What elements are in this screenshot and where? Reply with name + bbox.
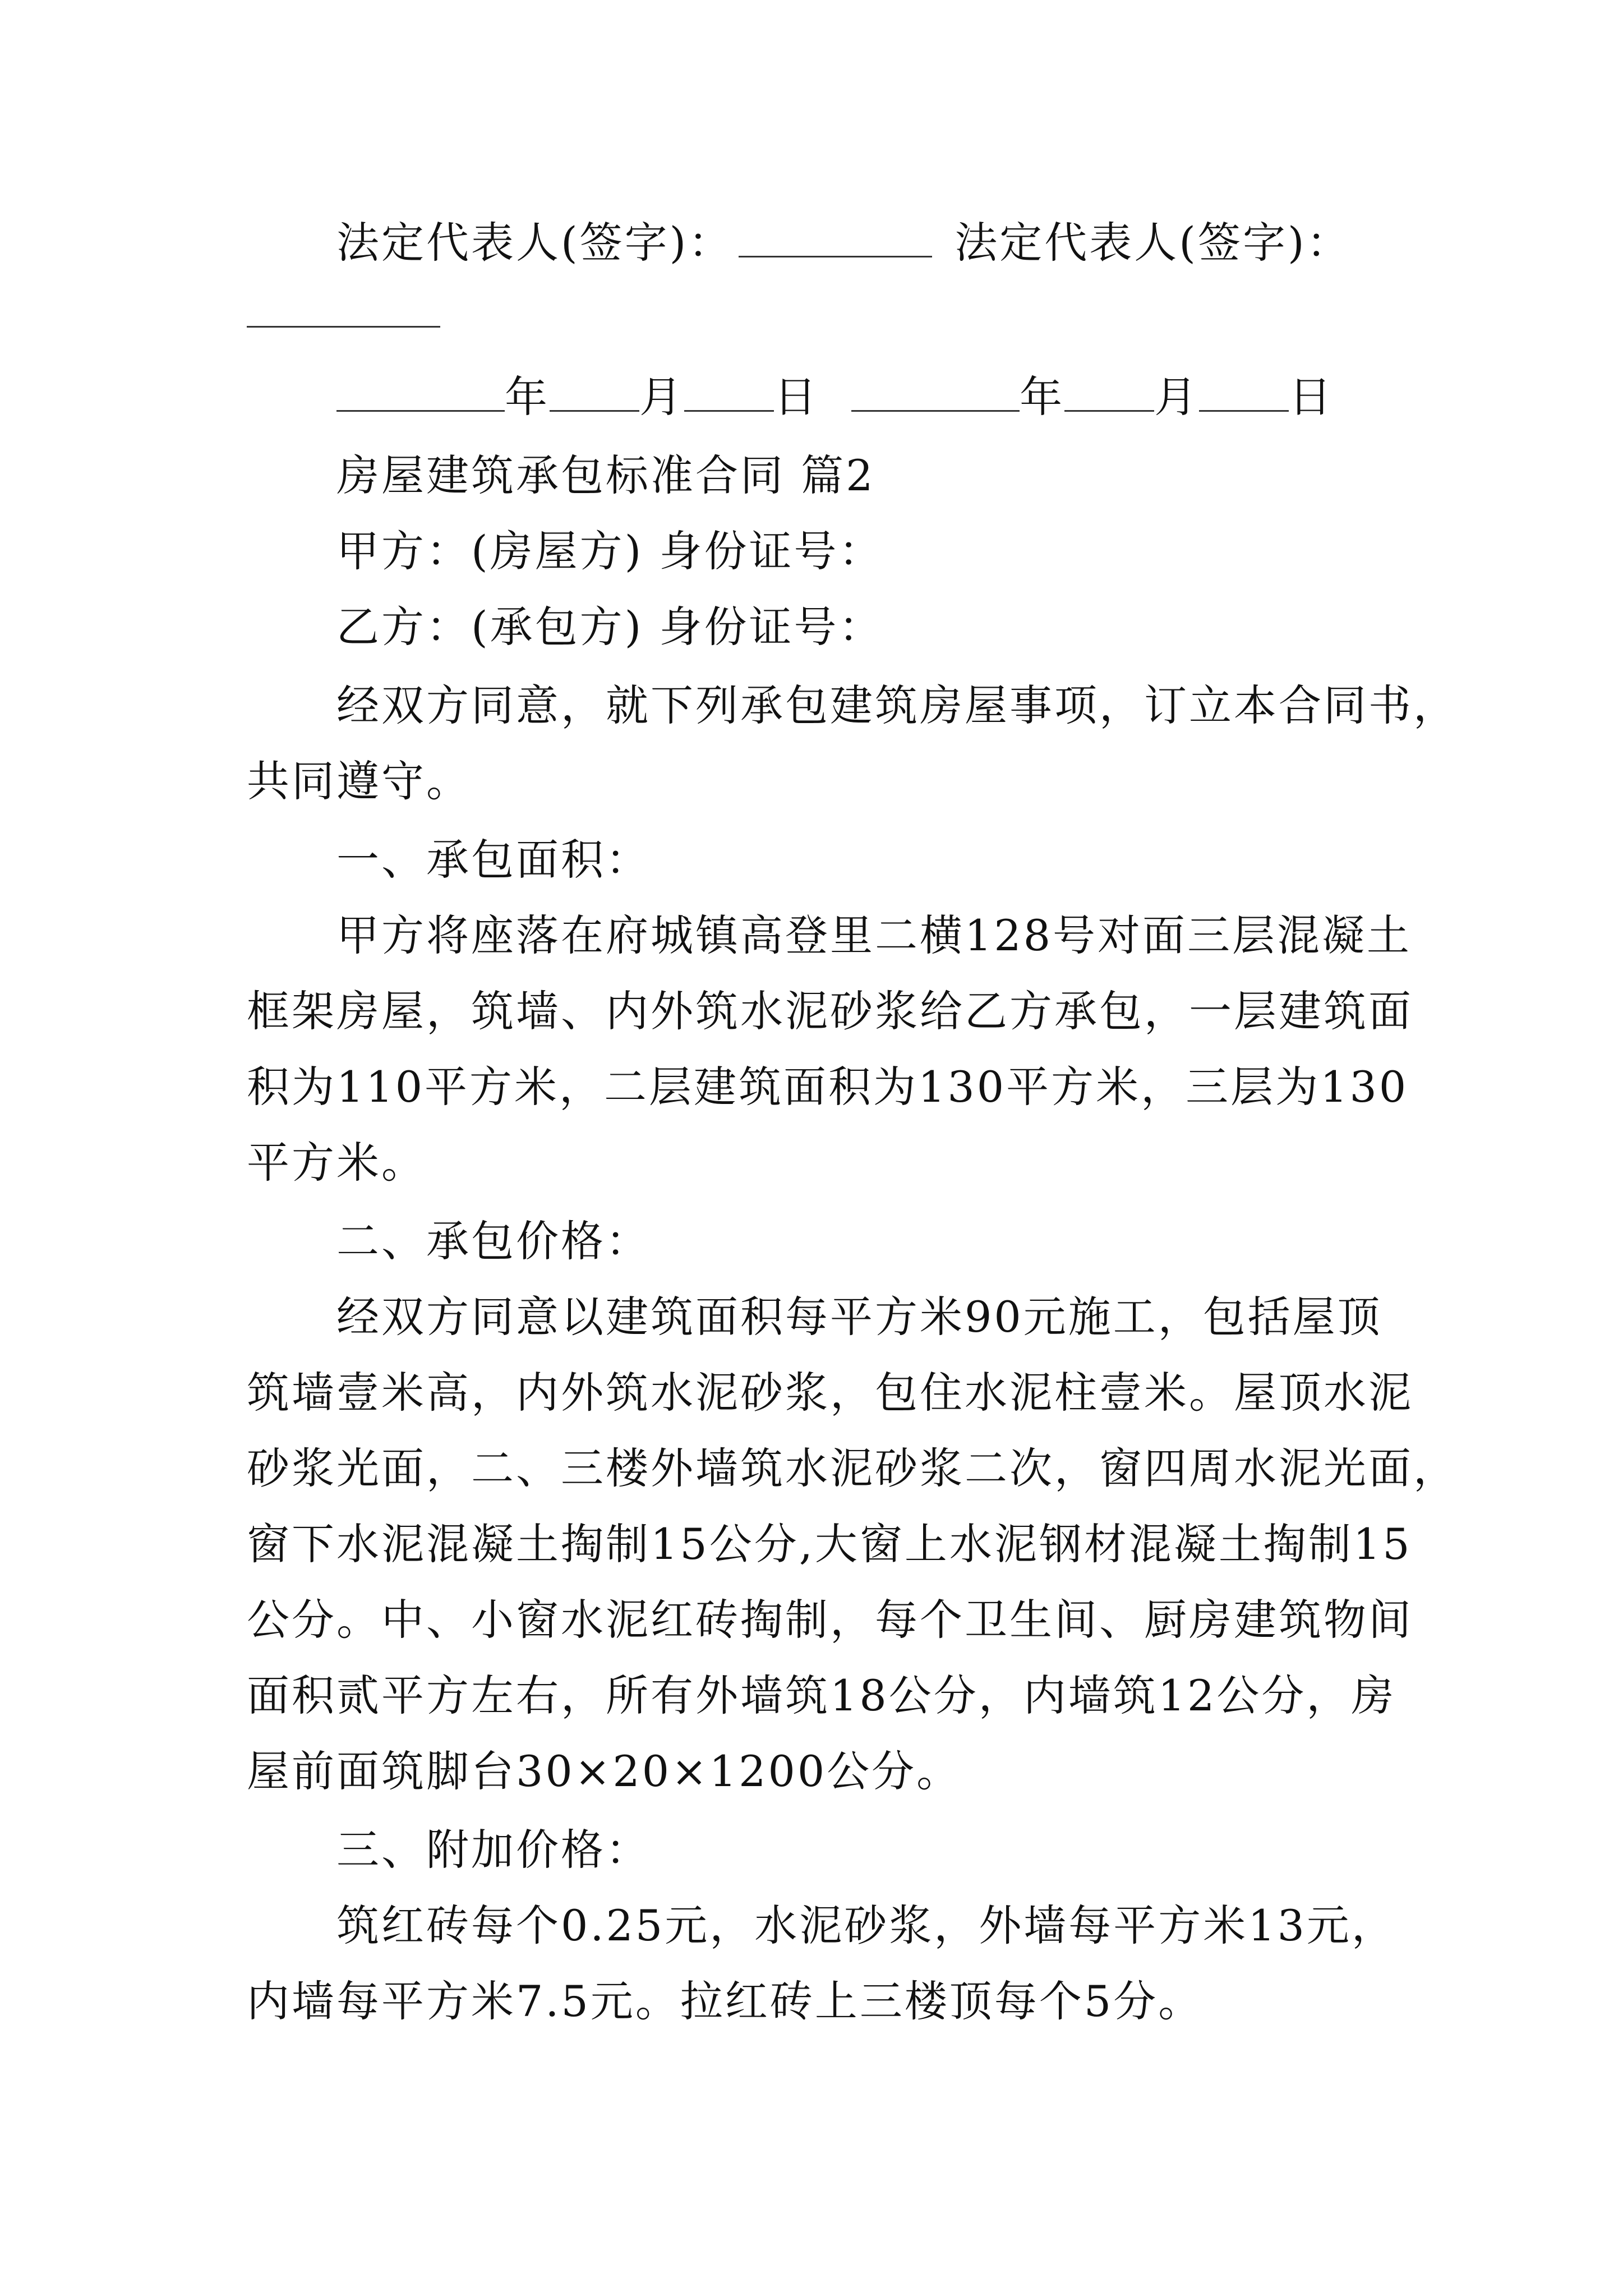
date-a-month-label: 月 [639,372,684,422]
section-title: 房屋建筑承包标准合同 篇2 [336,450,875,500]
signature-label-a: 法定代表人(签字)： [336,218,734,268]
article1-line: 框架房屋，筑墙、内外筑水泥砂浆给乙方承包，一层建筑面 [247,986,1413,1036]
date-b-year-blank [851,371,1020,412]
article3-line: 筑红砖每个0.25元，水泥砂浆，外墙每平方米13元， [336,1901,1396,1950]
date-a-day-label: 日 [774,372,819,422]
signature-continuation [247,286,440,340]
article2-line: 窗下水泥混凝土掏制15公分,大窗上水泥钢材混凝土掏制15 [247,1519,1412,1569]
intro-line-2: 共同遵守。 [247,756,471,806]
article2-line: 公分。中、小窗水泥红砖掏制，每个卫生间、厨房建筑物间 [247,1595,1413,1645]
intro-line-1: 经双方同意，就下列承包建筑房屋事项，订立本合同书， [336,680,1458,730]
article2-line: 砂浆光面，二、三楼外墙筑水泥砂浆二次，窗四周水泥光面， [247,1443,1458,1493]
date-b-year-label: 年 [1020,372,1065,422]
signature-line [336,216,1352,270]
article2-heading: 二、承包价格： [336,1216,651,1266]
article1-line: 积为110平方米，二层建筑面积为130平方米，三层为130 [247,1062,1409,1112]
article2-line: 筑墙壹米高，内外筑水泥砂浆，包住水泥柱壹米。屋顶水泥 [247,1368,1413,1418]
article2-line: 经双方同意以建筑面积每平方米90元施工，包括屋顶 [336,1292,1382,1342]
date-b-day-label: 日 [1289,372,1334,422]
date-a-month-blank [550,371,639,412]
article3-line: 内墙每平方米7.5元。拉红砖上三楼顶每个5分。 [247,1976,1204,2026]
signature-blank-a [739,217,932,257]
date-a [336,370,819,424]
article2-line: 屋前面筑脚台30×20×1200公分。 [247,1746,962,1796]
date-b-day-blank [1199,371,1289,412]
signature-blank-b [247,287,440,328]
date-line [336,370,1334,424]
signature-label-b: 法定代表人(签字)： [955,218,1352,268]
article3-heading: 三、附加价格： [336,1825,651,1875]
date-b-month-blank [1064,371,1154,412]
date-b [851,370,1334,424]
date-a-year-label: 年 [505,372,550,422]
article1-line: 甲方将座落在府城镇高登里二横128号对面三层混凝土 [336,910,1412,960]
date-b-month-label: 月 [1154,372,1200,422]
party-a: 甲方：(房屋方) 身份证号： [336,526,884,576]
article2-line: 面积贰平方左右，所有外墙筑18公分，内墙筑12公分，房 [247,1671,1396,1720]
party-b: 乙方：(承包方) 身份证号： [336,602,884,652]
date-a-year-blank [336,371,505,412]
article1-line: 平方米。 [247,1138,426,1188]
date-a-day-blank [684,371,774,412]
article1-heading: 一、承包面积： [336,835,651,885]
